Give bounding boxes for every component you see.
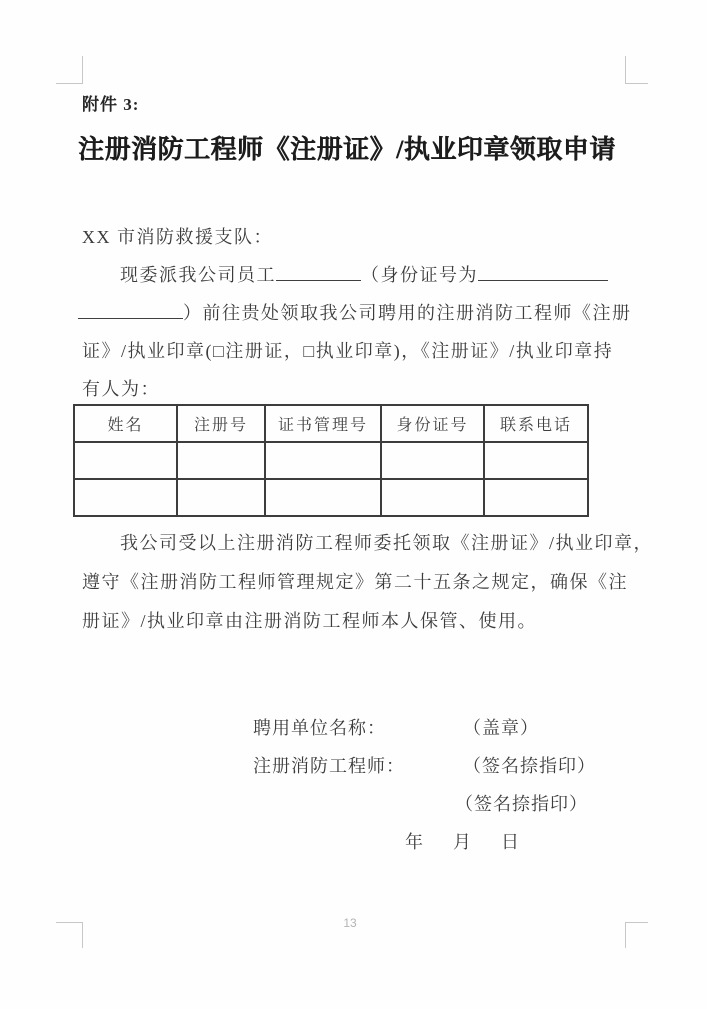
table-cell-empty bbox=[484, 479, 588, 516]
date-line-row bbox=[405, 828, 525, 854]
commitment-text-3: 册证》/执业印章由注册消防工程师本人保管、使用。 bbox=[82, 611, 537, 631]
commitment-text-1: 我公司受以上注册消防工程师委托领取《注册证》/执业印章， bbox=[120, 533, 653, 553]
body-paragraph-1 bbox=[82, 218, 638, 408]
body-paragraph-2 bbox=[82, 524, 662, 641]
id-number-blank-field-2 bbox=[78, 295, 183, 319]
page-number: 13 bbox=[343, 916, 357, 930]
crop-mark-bottom-left-icon bbox=[56, 922, 83, 948]
collect-text: ）前往贵处领取我公司聘用的注册消防工程师《注册 bbox=[183, 303, 632, 323]
table-cell-empty bbox=[381, 479, 484, 516]
table-cell-empty bbox=[381, 442, 484, 479]
registration-cert-label: 注册证， bbox=[225, 341, 304, 361]
commitment-line-2 bbox=[82, 563, 662, 602]
delegation-text: 现委派我公司员工 bbox=[120, 265, 276, 285]
attachment-label: 附件 3: bbox=[82, 95, 140, 114]
table-cell-empty bbox=[484, 442, 588, 479]
extra-signature-row bbox=[455, 790, 588, 816]
employer-name-label: 聘用单位名称： bbox=[253, 718, 386, 738]
header-cert-management-number: 证书管理号 bbox=[265, 405, 381, 442]
commitment-line-1 bbox=[82, 524, 662, 563]
header-id-number: 身份证号 bbox=[381, 405, 484, 442]
header-registration-number: 注册号 bbox=[177, 405, 265, 442]
holder-intro-text: 有人为： bbox=[82, 379, 160, 399]
crop-mark-top-right-icon bbox=[625, 56, 648, 84]
header-name: 姓名 bbox=[74, 405, 177, 442]
table-row bbox=[74, 479, 588, 516]
registration-cert-checkbox: □ bbox=[213, 341, 226, 361]
engineer-signature-row bbox=[253, 752, 596, 778]
cert-seal-prefix: 证》/执业印章( bbox=[82, 341, 213, 361]
employer-signature-row bbox=[253, 714, 539, 740]
commitment-line-3 bbox=[82, 602, 662, 641]
crop-mark-top-left-icon bbox=[56, 56, 83, 84]
engineer-label: 注册消防工程师： bbox=[253, 756, 405, 776]
employer-seal-placeholder: （盖章） bbox=[463, 718, 539, 738]
id-number-blank-field-1 bbox=[478, 257, 608, 281]
body-line-5 bbox=[82, 370, 638, 408]
employee-name-blank-field bbox=[276, 257, 361, 281]
practice-seal-label: 执业印章)， bbox=[315, 341, 421, 361]
body-line-2 bbox=[82, 256, 638, 294]
table-header-row bbox=[74, 405, 588, 442]
salutation-text: XX 市消防救援支队： bbox=[82, 227, 273, 247]
table-cell-empty bbox=[265, 479, 381, 516]
commitment-text-2: 遵守《注册消防工程师管理规定》第二十五条之规定，确保《注 bbox=[82, 572, 628, 592]
document-title: 注册消防工程师《注册证》/执业印章领取申请 bbox=[78, 135, 616, 164]
extra-sign-placeholder: （签名捺指印） bbox=[455, 794, 588, 814]
table-cell-empty bbox=[177, 479, 265, 516]
table-cell-empty bbox=[177, 442, 265, 479]
body-line-4 bbox=[82, 332, 638, 370]
body-line-3 bbox=[82, 294, 638, 332]
salutation-line bbox=[82, 218, 638, 256]
engineer-sign-placeholder: （签名捺指印） bbox=[463, 756, 596, 776]
id-number-label: （身份证号为 bbox=[361, 265, 478, 285]
practice-seal-checkbox: □ bbox=[303, 341, 316, 361]
table-cell-empty bbox=[74, 479, 177, 516]
date-line-text: 年 月 日 bbox=[405, 832, 525, 852]
crop-mark-bottom-right-icon bbox=[625, 922, 648, 948]
certificate-holders-table bbox=[73, 404, 589, 517]
table-cell-empty bbox=[265, 442, 381, 479]
holder-text: 《注册证》/执业印章持 bbox=[420, 341, 614, 361]
table-row bbox=[74, 442, 588, 479]
table-cell-empty bbox=[74, 442, 177, 479]
header-phone: 联系电话 bbox=[484, 405, 588, 442]
